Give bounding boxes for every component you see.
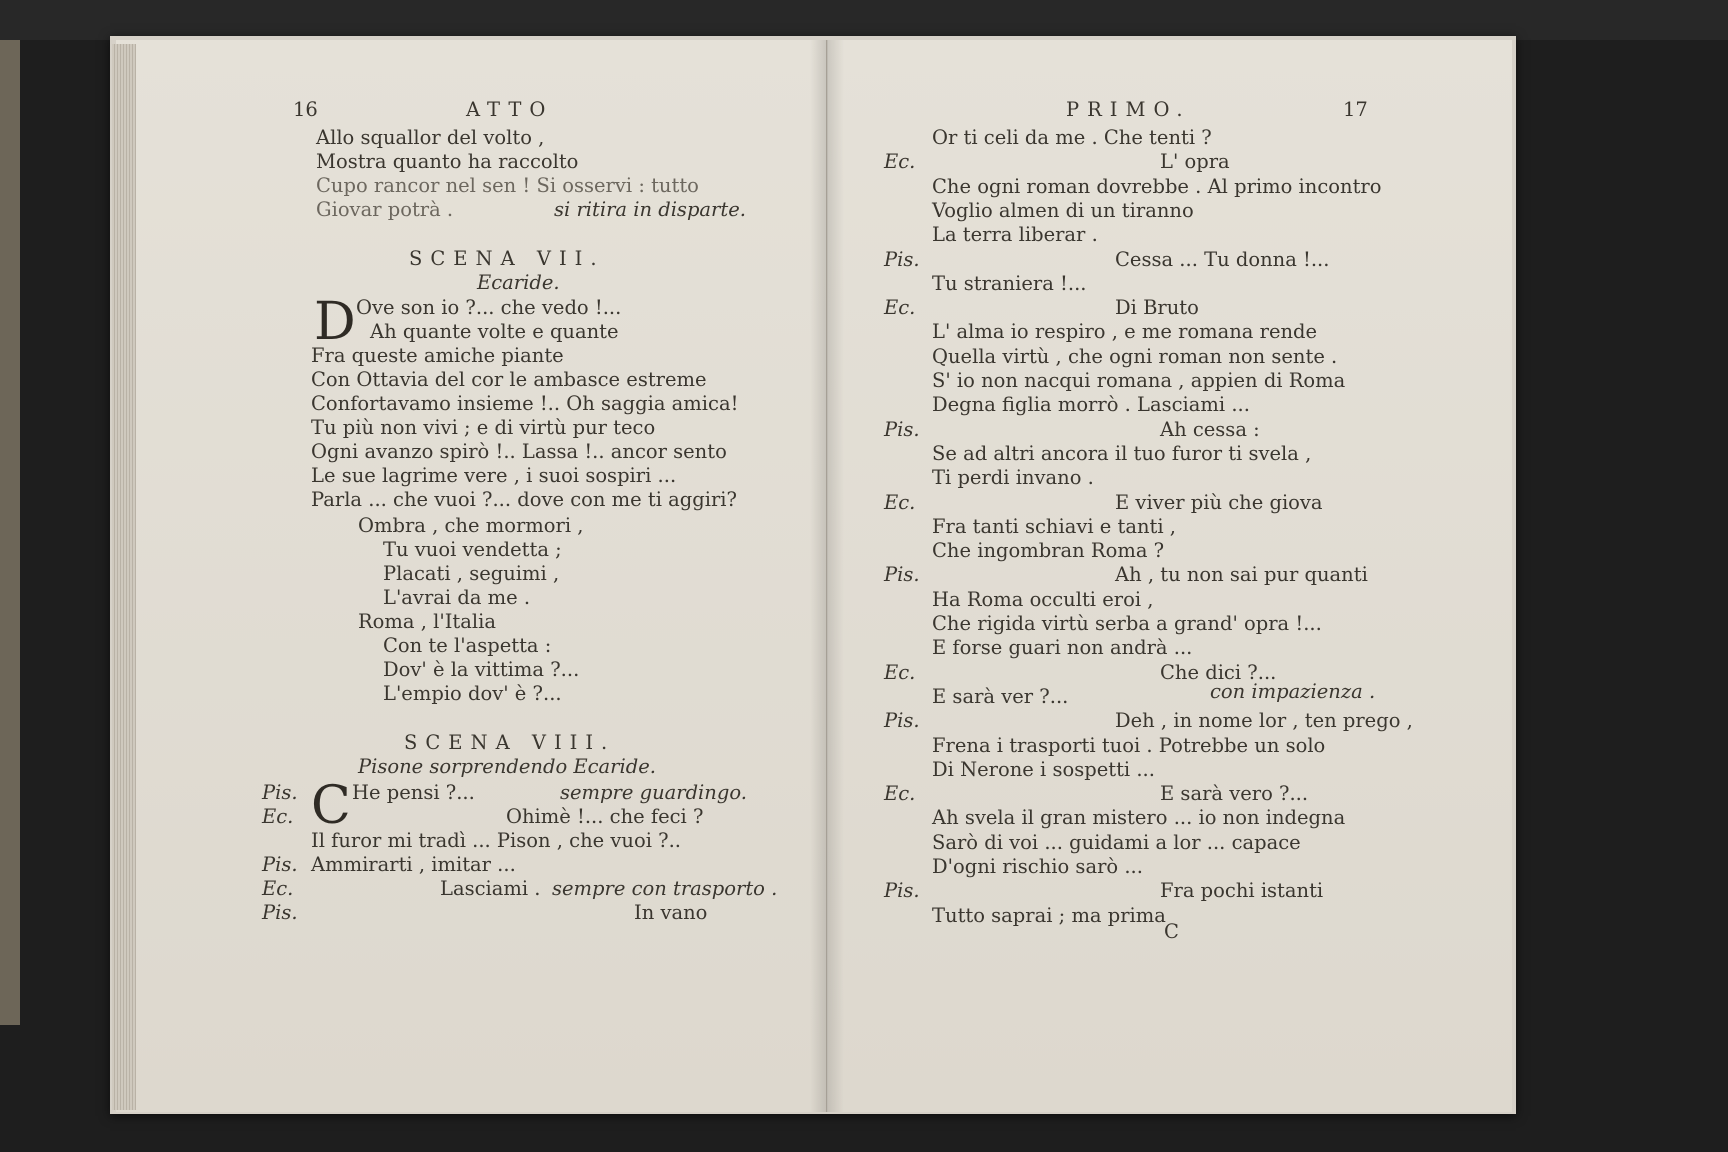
scene-title: SCENA VIII.: [404, 731, 616, 754]
aria-line: Con te l'aspetta :: [383, 634, 552, 657]
drop-cap: C: [311, 776, 351, 836]
aria-line: L'avrai da me .: [383, 586, 531, 609]
text-line: Deh , in nome lor , ten prego ,: [1115, 709, 1413, 732]
speaker-label: Pis.: [884, 563, 920, 586]
text-line: Mostra quanto ha raccolto: [316, 150, 579, 173]
drop-cap: D: [314, 292, 356, 352]
text-line: La terra liberar .: [932, 223, 1098, 246]
aria-line: Tu vuoi vendetta ;: [383, 538, 562, 561]
stage-direction: con impazienza .: [1210, 680, 1376, 703]
right-running-head: PRIMO.: [1066, 98, 1191, 121]
aria-line: Roma , l'Italia: [358, 610, 496, 633]
text-line: L' alma io respiro , e me romana rende: [932, 320, 1318, 343]
text-line: Che ogni roman dovrebbe . Al primo incontro: [932, 175, 1382, 198]
text-line: Con Ottavia del cor le ambasce estreme: [311, 368, 707, 391]
text-line: E sarà vero ?...: [1160, 782, 1309, 805]
book-gutter: [810, 40, 844, 1112]
text-line: Voglio almen di un tiranno: [932, 199, 1194, 222]
stage-direction: sempre con trasporto .: [552, 877, 778, 900]
text-line: Quella virtù , che ogni roman non sente .: [932, 345, 1338, 368]
text-line: Giovar potrà .: [316, 198, 454, 221]
stage-direction: sempre guardingo.: [560, 781, 747, 804]
text-line: Ogni avanzo spirò !.. Lassa !.. ancor sento: [311, 440, 727, 463]
speaker-label: Ec.: [884, 661, 916, 684]
signature-mark: C: [1164, 920, 1179, 943]
text-line: In vano: [634, 901, 708, 924]
text-line: Allo squallor del volto ,: [316, 126, 545, 149]
text-line: Or ti celi da me . Che tenti ?: [932, 126, 1212, 149]
stage-direction: si ritira in disparte.: [554, 198, 746, 221]
speaker-label: Ec.: [262, 877, 294, 900]
text-line: Ammirarti , imitar ...: [311, 853, 516, 876]
text-line: Ah quante volte e quante: [370, 320, 619, 343]
text-line: Lasciami .: [440, 877, 541, 900]
left-page-number: 16: [293, 98, 318, 121]
text-line: Se ad altri ancora il tuo furor ti svela ,: [932, 442, 1312, 465]
text-line: Fra queste amiche piante: [311, 344, 564, 367]
text-line: Ah cessa :: [1160, 418, 1260, 441]
text-line: Frena i trasporti tuoi . Potrebbe un solo: [932, 734, 1326, 757]
text-line: Degna figlia morrò . Lasciami ...: [932, 393, 1250, 416]
text-line: E viver più che giova: [1115, 491, 1323, 514]
speaker-label: Pis.: [884, 248, 920, 271]
text-line: Il furor mi tradì ... Pison , che vuoi ?..: [311, 829, 681, 852]
left-running-head: ATTO: [466, 98, 554, 121]
speaker-label: Ec.: [884, 150, 916, 173]
speaker-label: Pis.: [884, 418, 920, 441]
text-line: Che rigida virtù serba a grand' opra !...: [932, 612, 1322, 635]
text-line: Ah , tu non sai pur quanti: [1115, 563, 1368, 586]
text-line: Ti perdi invano .: [932, 466, 1094, 489]
text-line: Fra pochi istanti: [1160, 879, 1324, 902]
text-line: Le sue lagrime vere , i suoi sospiri ...: [311, 464, 677, 487]
text-line: E sarà ver ?...: [932, 685, 1069, 708]
text-line: D'ogni rischio sarò ...: [932, 855, 1143, 878]
speaker-label: Pis.: [262, 901, 298, 924]
speaker-label: Ec.: [884, 491, 916, 514]
aria-line: L'empio dov' è ?...: [383, 682, 562, 705]
page-edges: [112, 44, 136, 1110]
scene-character: Pisone sorprendendo Ecaride.: [358, 755, 656, 778]
speaker-label: Ec.: [262, 805, 294, 828]
text-line: Di Nerone i sospetti ...: [932, 758, 1155, 781]
background-left: [0, 40, 20, 1025]
right-page-number: 17: [1343, 98, 1368, 121]
text-line: Cessa ... Tu donna !...: [1115, 248, 1330, 271]
text-line: Parla ... che vuoi ?... dove con me ti aggiri?: [311, 488, 738, 511]
text-line: L' opra: [1160, 150, 1230, 173]
text-line: Ohimè !... che feci ?: [506, 805, 704, 828]
text-line: Ove son io ?... che vedo !...: [356, 296, 622, 319]
speaker-label: Pis.: [262, 781, 298, 804]
text-line: Confortavamo insieme !.. Oh saggia amica!: [311, 392, 739, 415]
background-top: [0, 0, 1728, 40]
scene-title: SCENA VII.: [409, 247, 605, 270]
text-line: Tu più non vivi ; e di virtù pur teco: [311, 416, 656, 439]
text-line: Fra tanti schiavi e tanti ,: [932, 515, 1176, 538]
scene-character: Ecaride.: [477, 271, 560, 294]
text-line: He pensi ?...: [352, 781, 475, 804]
text-line: Sarò di voi ... guidami a lor ... capace: [932, 831, 1301, 854]
text-line: Che ingombran Roma ?: [932, 539, 1165, 562]
text-line: Ha Roma occulti eroi ,: [932, 588, 1154, 611]
aria-line: Dov' è la vittima ?...: [383, 658, 580, 681]
text-line: Che dici ?...: [1160, 661, 1277, 684]
text-line: Cupo rancor nel sen ! Si osservi : tutto: [316, 174, 699, 197]
text-line: Tu straniera !...: [932, 272, 1087, 295]
text-line: Di Bruto: [1115, 296, 1199, 319]
text-line: S' io non nacqui romana , appien di Roma: [932, 369, 1346, 392]
text-line: Tutto saprai ; ma prima: [932, 904, 1166, 927]
speaker-label: Pis.: [884, 709, 920, 732]
aria-line: Placati , seguimi ,: [383, 562, 560, 585]
text-line: E forse guari non andrà ...: [932, 636, 1193, 659]
text-line: Ah svela il gran mistero ... io non indegna: [932, 806, 1346, 829]
speaker-label: Pis.: [884, 879, 920, 902]
aria-line: Ombra , che mormori ,: [358, 514, 584, 537]
speaker-label: Pis.: [262, 853, 298, 876]
speaker-label: Ec.: [884, 782, 916, 805]
speaker-label: Ec.: [884, 296, 916, 319]
